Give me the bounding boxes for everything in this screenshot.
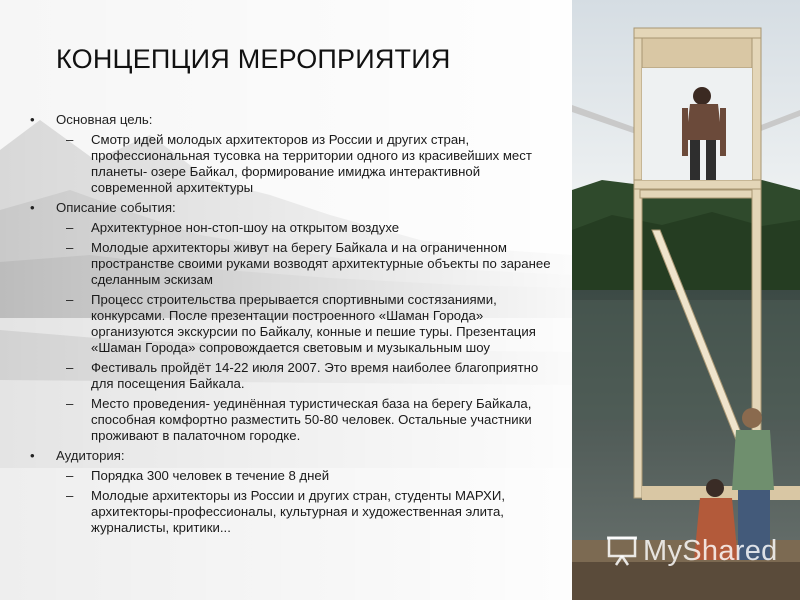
dash: – (66, 240, 74, 255)
bullet: • (30, 112, 35, 127)
bullet: • (30, 448, 35, 463)
section-description (30, 200, 555, 444)
content-list (30, 112, 555, 540)
section-heading: • Описание события: (30, 200, 176, 215)
slide-title: КОНЦЕПЦИЯ МЕРОПРИЯТИЯ (56, 44, 451, 74)
dash: – (66, 132, 74, 147)
dash: – (66, 292, 74, 307)
section-goal (30, 112, 555, 196)
list-item: – Молодые архитекторы живут на берегу Байкала и на ограниченном пространстве своими руками возводят архитектурные объекты по заранее сделанным эскизам (66, 240, 551, 287)
watermark (606, 534, 778, 568)
list-item: – Место проведения- уединённая туристическая база на берегу Байкала, способная комфортно разместить 50-80 человек. Остальные участники проживают в палаточном городке. (66, 396, 532, 443)
list-item: – Фестиваль пройдёт 14-22 июля 2007. Это время наиболее благоприятно для посещения Байкала. (66, 360, 539, 391)
list-item: – Порядка 300 человек в течение 8 дней (66, 468, 330, 483)
list-item: – Архитектурное нон-стоп-шоу на открытом воздухе (66, 220, 400, 235)
section-audience (30, 448, 555, 536)
dash: – (66, 220, 74, 235)
list-item: – Смотр идей молодых архитекторов из России и других стран, профессиональная тусовка на территории одного из красивейших мест планеты- озере Байкал, формирование имиджа интерактивной современной архитектуры (66, 132, 532, 195)
list-item: – Процесс строительства прерывается спортивными состязаниями, конкурсами. После презентации построенного «Шаман Города» организуются экскурсии по Байкалу, конные и пешие туры. Презентация «Шаман Города» сопровождается световым и музыкальным шоу (66, 292, 536, 355)
section-heading: • Основная цель: (30, 112, 153, 127)
dash: – (66, 488, 74, 503)
dash: – (66, 468, 74, 483)
dash: – (66, 396, 74, 411)
watermark-text: MyShared (643, 534, 778, 567)
section-heading: • Аудитория: (30, 448, 125, 463)
bullet: • (30, 200, 35, 215)
list-item: – Молодые архитекторы из России и других стран, студенты МАРХИ, архитекторы-профессионалы, культурная и художественная элита, журналисты, критики... (66, 488, 505, 535)
tower-photo (572, 0, 800, 600)
presentation-icon (606, 534, 640, 568)
dash: – (66, 360, 74, 375)
